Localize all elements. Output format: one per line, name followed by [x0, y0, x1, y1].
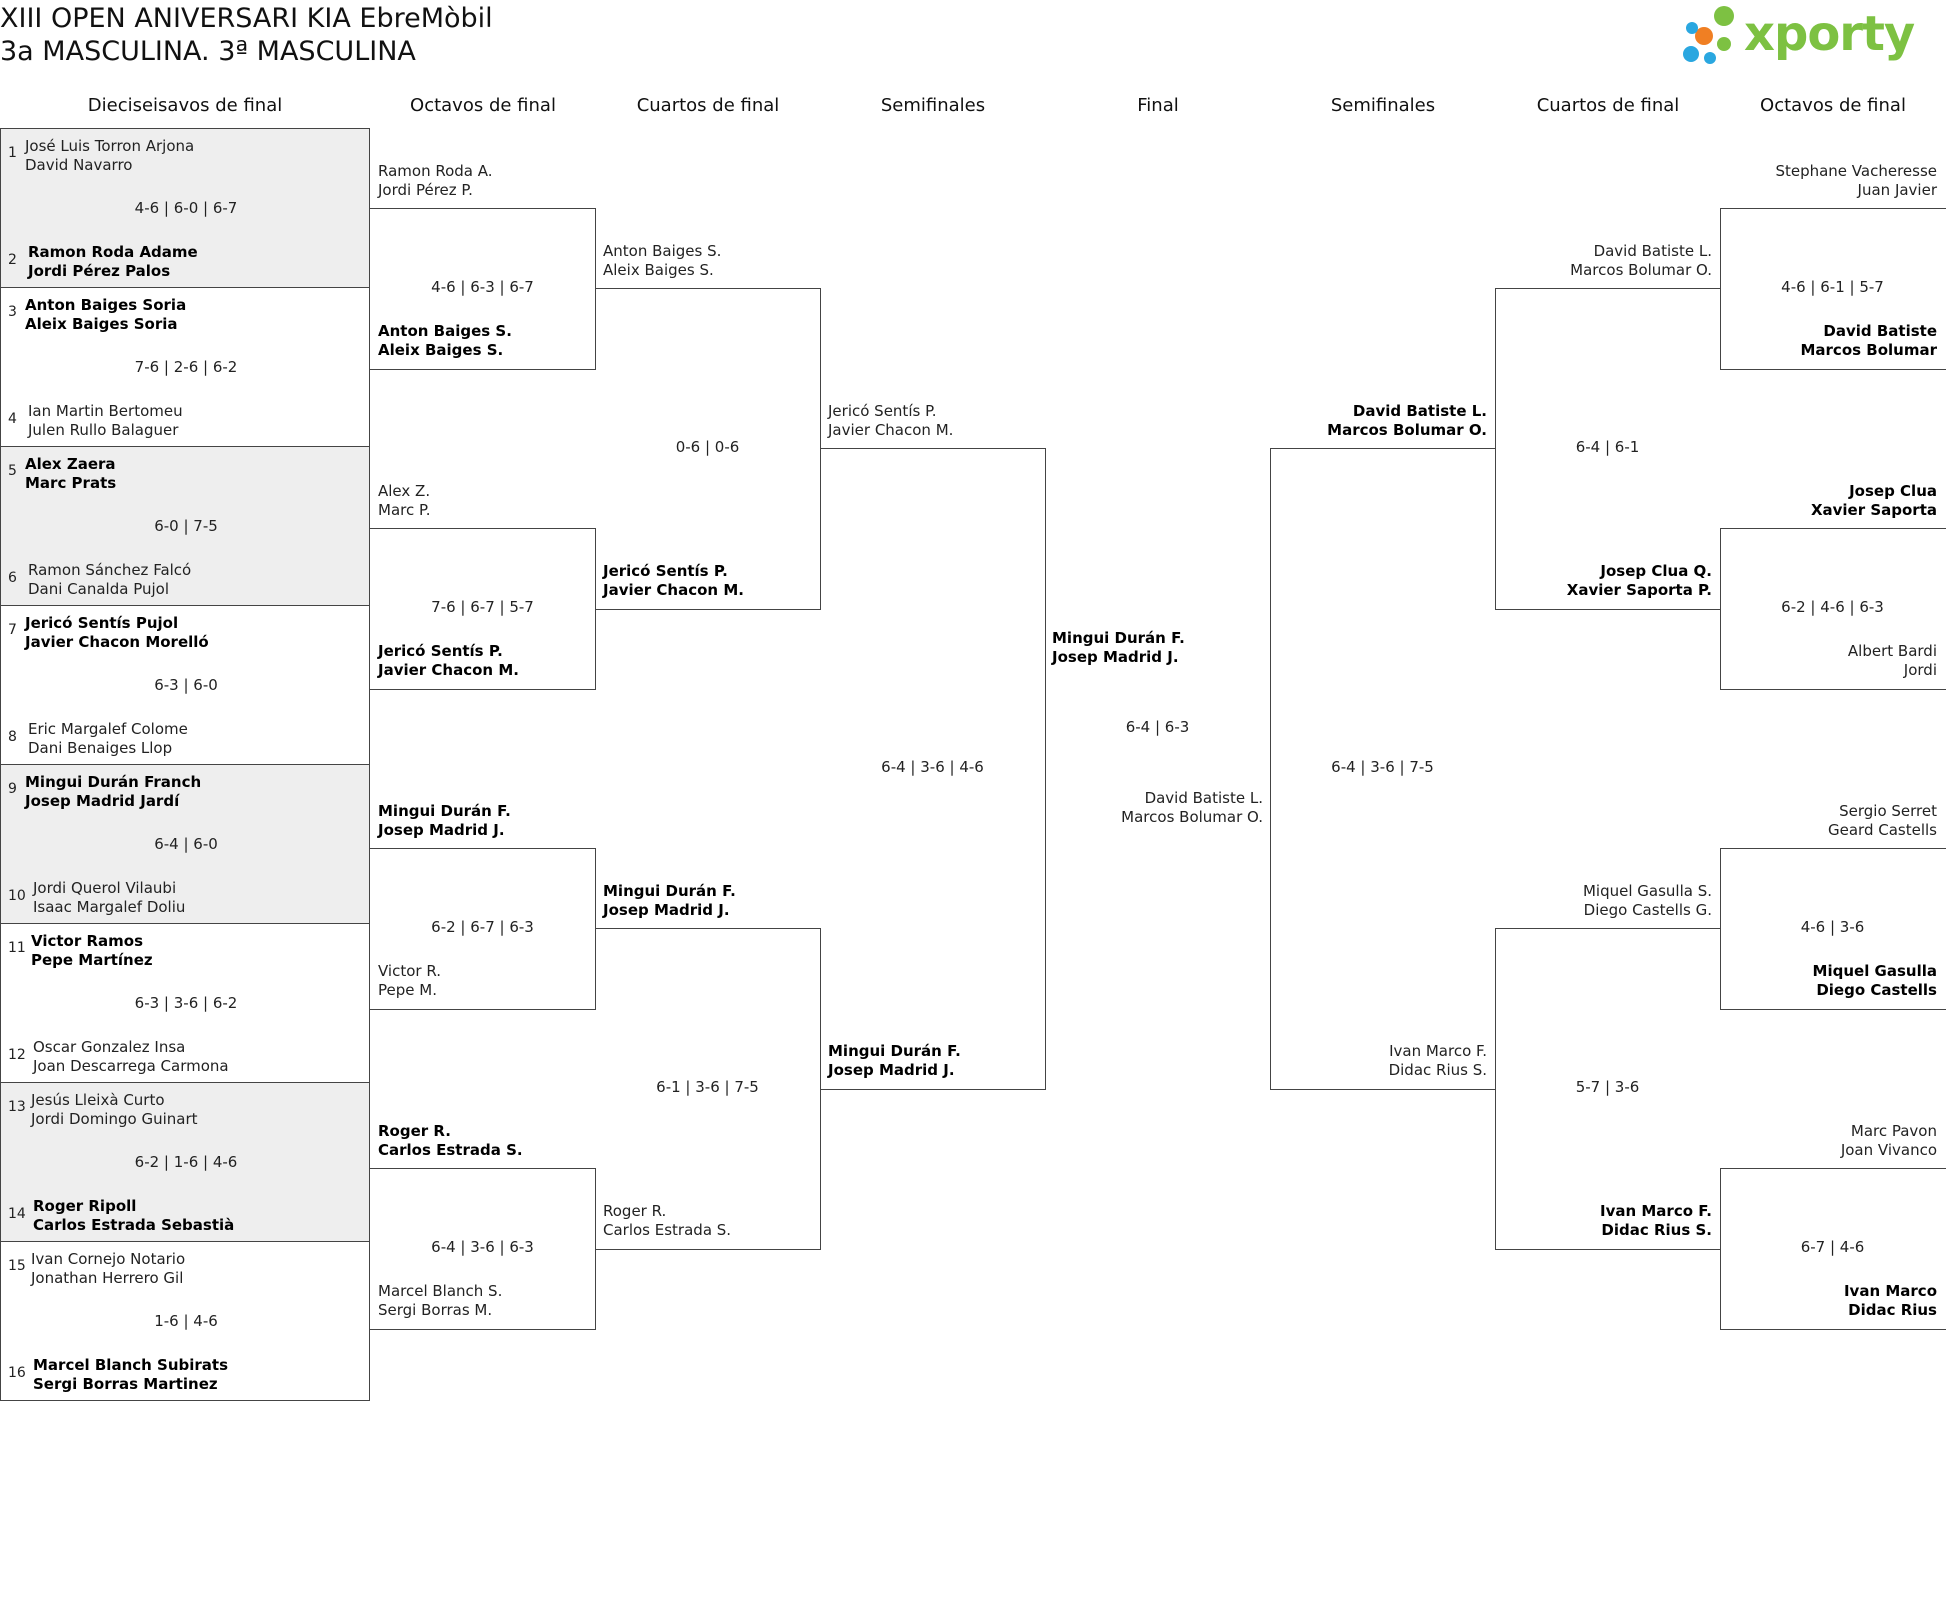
- player-name: Josep Madrid J.: [378, 821, 505, 839]
- team-top: [25, 137, 194, 175]
- player-name: David Navarro: [25, 156, 133, 174]
- team-bottom: [28, 243, 198, 281]
- seed-number: 11: [8, 940, 26, 956]
- r32-match: [0, 605, 370, 765]
- team-top: [25, 773, 201, 811]
- player-name: Javier Chacon M.: [378, 661, 519, 679]
- team-top: [31, 932, 153, 970]
- player-name: Julen Rullo Balaguer: [28, 421, 179, 439]
- match-score: 4-6 | 3-6: [1800, 918, 1865, 936]
- match-score: 6-4 | 3-6 | 6-3: [431, 1238, 534, 1256]
- xporty-logo: [1682, 2, 1915, 72]
- seed-number: 2: [8, 252, 17, 268]
- title-line-1: XIII OPEN ANIVERSARI KIA EbreMòbil: [0, 3, 493, 34]
- seed-number: 8: [8, 729, 17, 745]
- team-bottom: [828, 1042, 961, 1080]
- player-name: Aleix Baiges S.: [603, 261, 714, 279]
- logo-wordmark: xporty: [1744, 6, 1915, 62]
- player-name: Pepe M.: [378, 981, 437, 999]
- player-name: Didac Rius: [1848, 1301, 1937, 1319]
- player-name: Marc Prats: [25, 474, 117, 492]
- team-bottom: [603, 1202, 731, 1240]
- team-bottom: [1452, 562, 1712, 600]
- player-name: Marc Pavon: [1850, 1122, 1937, 1140]
- match-score: 6-4 | 3-6 | 4-6: [881, 758, 984, 776]
- seed-number: 16: [8, 1365, 26, 1381]
- player-name: Carlos Estrada S.: [603, 1221, 732, 1239]
- player-name: Ramon Roda A.: [378, 162, 493, 180]
- player-name: Albert Bardi: [1847, 642, 1937, 660]
- seed-number: 10: [8, 888, 26, 904]
- player-name: Anton Baiges S.: [378, 322, 512, 340]
- player-name: Joan Descarrega Carmona: [33, 1057, 229, 1075]
- team-top: [1452, 242, 1712, 280]
- player-name: Ramon Sánchez Falcó: [28, 561, 192, 579]
- team-top: [378, 1122, 523, 1160]
- player-name: Didac Rius S.: [1388, 1061, 1487, 1079]
- match-score: 7-6 | 6-7 | 5-7: [431, 598, 534, 616]
- player-name: Marc P.: [378, 501, 431, 519]
- round-header-r16-left: Octavos de final: [410, 95, 556, 116]
- match-score: 6-4 | 6-0: [154, 835, 218, 853]
- player-name: Josep Clua Q.: [1600, 562, 1712, 580]
- player-name: Carlos Estrada Sebastià: [33, 1216, 235, 1234]
- team-bottom: [378, 642, 519, 680]
- player-name: Jericó Sentís P.: [603, 562, 728, 580]
- player-name: Victor Ramos: [31, 932, 144, 950]
- team-bottom: [33, 1038, 229, 1076]
- player-name: Dani Benaiges Llop: [28, 739, 173, 757]
- match-score: 7-6 | 2-6 | 6-2: [134, 358, 238, 376]
- seed-number: 13: [8, 1099, 26, 1115]
- player-name: Sergio Serret: [1839, 802, 1937, 820]
- player-name: Ivan Marco: [1843, 1282, 1937, 1300]
- player-name: Josep Madrid J.: [828, 1061, 955, 1079]
- player-name: Ian Martin Bertomeu: [28, 402, 183, 420]
- match-score: 4-6 | 6-0 | 6-7: [134, 199, 238, 217]
- player-name: Pepe Martínez: [31, 951, 153, 969]
- player-name: Carlos Estrada S.: [378, 1141, 523, 1159]
- team-top: [1677, 162, 1937, 200]
- player-name: Ivan Marco F.: [1600, 1202, 1712, 1220]
- team-top: [378, 162, 493, 200]
- player-name: Ivan Cornejo Notario: [31, 1250, 186, 1268]
- player-name: Isaac Margalef Doliu: [33, 898, 186, 916]
- player-name: Mingui Durán F.: [603, 882, 736, 900]
- player-name: Diego Castells G.: [1583, 901, 1712, 919]
- seed-number: 15: [8, 1258, 26, 1274]
- player-name: David Batiste L.: [1352, 402, 1487, 420]
- team-top: [603, 242, 721, 280]
- match-score: 6-0 | 7-5: [154, 517, 218, 535]
- player-name: Sergi Borras M.: [378, 1301, 493, 1319]
- team-bottom: [378, 962, 441, 1000]
- player-name: Josep Madrid J.: [1052, 648, 1179, 666]
- team-bottom: [28, 402, 183, 440]
- round-header-r32: Dieciseisavos de final: [87, 95, 283, 116]
- team-top: [1227, 402, 1487, 440]
- team-top: [25, 614, 209, 652]
- player-name: Diego Castells: [1816, 981, 1937, 999]
- player-name: David Batiste L.: [1593, 242, 1712, 260]
- match-score: 6-4 | 3-6 | 7-5: [1331, 758, 1434, 776]
- player-name: Jericó Sentís P.: [828, 402, 937, 420]
- match-score: 6-2 | 4-6 | 6-3: [1781, 598, 1884, 616]
- round-header-sf-right: Semifinales: [1330, 95, 1436, 116]
- round-header-qf-right: Cuartos de final: [1536, 95, 1680, 116]
- team-top: [1677, 802, 1937, 840]
- player-name: Anton Baiges Soria: [25, 296, 187, 314]
- team-bottom: [33, 1356, 228, 1394]
- player-name: Marcel Blanch Subirats: [33, 1356, 229, 1374]
- round-header-final: Final: [1137, 95, 1179, 116]
- player-name: Josep Madrid J.: [603, 901, 730, 919]
- player-name: Alex Zaera: [25, 455, 116, 473]
- player-name: Javier Chacon Morelló: [25, 633, 209, 651]
- round-header-qf-left: Cuartos de final: [636, 95, 780, 116]
- player-name: Jordi Pérez P.: [378, 181, 473, 199]
- player-name: José Luis Torron Arjona: [25, 137, 195, 155]
- player-name: Miquel Gasulla: [1812, 962, 1937, 980]
- player-name: Didac Rius S.: [1601, 1221, 1712, 1239]
- team-bottom: [603, 562, 744, 600]
- match-score: 4-6 | 6-1 | 5-7: [1781, 278, 1884, 296]
- tournament-title: [0, 2, 493, 68]
- team-top: [828, 402, 953, 440]
- match-score: 6-3 | 3-6 | 6-2: [134, 994, 238, 1012]
- r32-match: [0, 287, 370, 447]
- player-name: Jericó Sentís Pujol: [25, 614, 179, 632]
- player-name: Anton Baiges S.: [603, 242, 722, 260]
- match-score: 6-3 | 6-0: [154, 676, 218, 694]
- round-header-sf-left: Semifinales: [880, 95, 986, 116]
- team-top: [31, 1091, 198, 1129]
- team-top: [1452, 882, 1712, 920]
- match-score: 0-6 | 0-6: [675, 438, 740, 456]
- player-name: David Batiste L.: [1144, 789, 1263, 807]
- player-name: Jordi Pérez Palos: [28, 262, 171, 280]
- match-score: 6-2 | 6-7 | 6-3: [431, 918, 534, 936]
- player-name: Victor R.: [378, 962, 441, 980]
- round-header-r16-right: Octavos de final: [1760, 95, 1906, 116]
- final-team-bottom: [1003, 789, 1263, 827]
- seed-number: 4: [8, 411, 17, 427]
- player-name: David Batiste: [1823, 322, 1937, 340]
- player-name: Geard Castells: [1828, 821, 1937, 839]
- player-name: Jesús Lleixà Curto: [31, 1091, 165, 1109]
- seed-number: 7: [8, 622, 17, 638]
- team-bottom: [1227, 1042, 1487, 1080]
- player-name: Marcos Bolumar O.: [1570, 261, 1712, 279]
- r32-match: [0, 1082, 370, 1242]
- player-name: Jericó Sentís P.: [378, 642, 503, 660]
- team-bottom: [1677, 962, 1937, 1000]
- seed-number: 6: [8, 570, 17, 586]
- team-bottom: [1677, 322, 1937, 360]
- player-name: Miquel Gasulla S.: [1582, 882, 1712, 900]
- player-name: Jordi Domingo Guinart: [31, 1110, 198, 1128]
- seed-number: 1: [8, 145, 17, 161]
- player-name: Marcos Bolumar O.: [1327, 421, 1487, 439]
- player-name: Alex Z.: [378, 482, 431, 500]
- player-name: Eric Margalef Colome: [28, 720, 188, 738]
- team-top: [1677, 1122, 1937, 1160]
- final-team-top: [1052, 629, 1185, 667]
- team-bottom: [1677, 642, 1937, 680]
- r32-match: [0, 1241, 370, 1401]
- player-name: Ivan Marco F.: [1389, 1042, 1487, 1060]
- player-name: Marcos Bolumar: [1800, 341, 1937, 359]
- player-name: Jordi: [1903, 661, 1937, 679]
- team-top: [603, 882, 736, 920]
- player-name: Aleix Baiges Soria: [25, 315, 178, 333]
- player-name: Stephane Vacheresse: [1775, 162, 1937, 180]
- seed-number: 14: [8, 1206, 26, 1222]
- player-name: Mingui Durán F.: [378, 802, 511, 820]
- player-name: Josep Madrid Jardí: [25, 792, 180, 810]
- team-top: [31, 1250, 185, 1288]
- team-bottom: [1452, 1202, 1712, 1240]
- r32-match: [0, 764, 370, 924]
- match-score: 6-7 | 4-6: [1800, 1238, 1865, 1256]
- team-bottom: [378, 1282, 502, 1320]
- player-name: Mingui Durán Franch: [25, 773, 202, 791]
- player-name: Jordi Querol Vilaubi: [33, 879, 177, 897]
- player-name: Roger R.: [603, 1202, 667, 1220]
- player-name: Mingui Durán F.: [828, 1042, 961, 1060]
- seed-number: 3: [8, 304, 17, 320]
- player-name: Javier Chacon M.: [603, 581, 744, 599]
- team-top: [378, 482, 430, 520]
- match-score: 4-6 | 6-3 | 6-7: [431, 278, 534, 296]
- player-name: Aleix Baiges S.: [378, 341, 504, 359]
- player-name: Roger Ripoll: [33, 1197, 137, 1215]
- player-name: Marcos Bolumar O.: [1121, 808, 1263, 826]
- player-name: Xavier Saporta P.: [1566, 581, 1712, 599]
- team-bottom: [378, 322, 512, 360]
- r32-match: [0, 923, 370, 1083]
- player-name: Ramon Roda Adame: [28, 243, 198, 261]
- player-name: Sergi Borras Martinez: [33, 1375, 218, 1393]
- r32-match: [0, 128, 370, 288]
- match-score: 1-6 | 4-6: [154, 1312, 218, 1330]
- player-name: Oscar Gonzalez Insa: [33, 1038, 186, 1056]
- player-name: Marcel Blanch S.: [378, 1282, 503, 1300]
- seed-number: 9: [8, 781, 17, 797]
- player-name: Joan Vivanco: [1840, 1141, 1937, 1159]
- title-line-2: 3a MASCULINA. 3ª MASCULINA: [0, 36, 416, 67]
- team-top: [25, 455, 116, 493]
- match-score: 6-4 | 6-1: [1575, 438, 1640, 456]
- r32-match: [0, 446, 370, 606]
- final-score: 6-4 | 6-3: [1125, 718, 1190, 736]
- team-bottom: [33, 879, 185, 917]
- team-bottom: [28, 561, 191, 599]
- seed-number: 12: [8, 1047, 26, 1063]
- team-bottom: [28, 720, 188, 758]
- player-name: Mingui Durán F.: [1052, 629, 1185, 647]
- team-top: [378, 802, 511, 840]
- match-score: 6-1 | 3-6 | 7-5: [656, 1078, 759, 1096]
- team-bottom: [33, 1197, 234, 1235]
- player-name: Jonathan Herrero Gil: [31, 1269, 184, 1287]
- logo-dots-icon: [1682, 2, 1752, 72]
- player-name: Xavier Saporta: [1810, 501, 1937, 519]
- player-name: Dani Canalda Pujol: [28, 580, 169, 598]
- seed-number: 5: [8, 463, 17, 479]
- team-bottom: [1677, 1282, 1937, 1320]
- match-score: 5-7 | 3-6: [1575, 1078, 1640, 1096]
- player-name: Roger R.: [378, 1122, 451, 1140]
- team-top: [1677, 482, 1937, 520]
- match-score: 6-2 | 1-6 | 4-6: [134, 1153, 238, 1171]
- team-top: [25, 296, 186, 334]
- player-name: Juan Javier: [1857, 181, 1937, 199]
- player-name: Javier Chacon M.: [828, 421, 954, 439]
- player-name: Josep Clua: [1849, 482, 1937, 500]
